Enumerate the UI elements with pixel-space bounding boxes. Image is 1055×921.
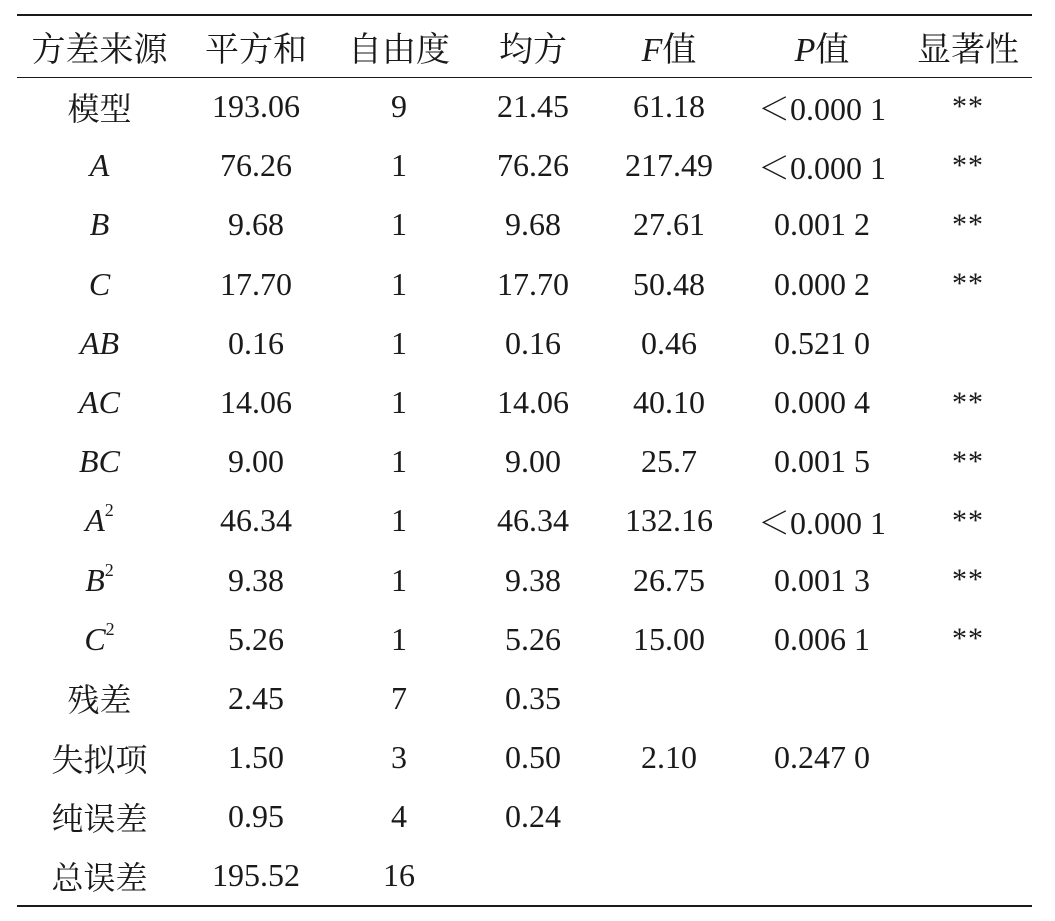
- cell-f-value: 0.46: [641, 324, 697, 361]
- header-degrees-of-freedom: 自由度: [330, 15, 468, 77]
- cell-p-value: ＜0.000 1: [757, 90, 886, 127]
- header-sum-of-squares: 平方和: [182, 15, 330, 77]
- anova-table: [17, 14, 1032, 907]
- cell-degrees-of-freedom: 1: [391, 443, 407, 480]
- table-row: [17, 77, 1032, 136]
- cell-source: [17, 551, 182, 610]
- cell-source: [17, 432, 182, 491]
- cell-sum-of-squares: 0.16: [228, 324, 284, 361]
- cell-mean-square: 5.26: [505, 620, 561, 657]
- cell-sum-of-squares: 195.52: [182, 846, 330, 905]
- cell-degrees-of-freedom: 7: [391, 679, 407, 716]
- cell-f-value: 217.49: [625, 147, 713, 184]
- cell-source: [17, 314, 182, 373]
- cell-degrees-of-freedom: 1: [391, 324, 407, 361]
- cell-sum-of-squares: 9.68: [228, 206, 284, 243]
- cell-sum-of-squares: 46.34: [220, 502, 292, 539]
- cell-degrees-of-freedom: 1: [391, 206, 407, 243]
- header-source: 方差来源: [17, 15, 182, 77]
- table-row: [17, 255, 1032, 314]
- cell-p-value: 0.001 5: [774, 443, 870, 480]
- table-row: [17, 195, 1032, 254]
- cell-significance: [904, 787, 1032, 846]
- cell-significance: [904, 669, 1032, 728]
- cell-f-value: 132.16: [625, 502, 713, 539]
- header-p-value: [740, 15, 904, 77]
- cell-degrees-of-freedom: 4: [391, 798, 407, 835]
- cell-source: [17, 77, 182, 136]
- table-row: [17, 432, 1032, 491]
- cell-mean-square: 0.35: [505, 679, 561, 716]
- cell-mean-square: 21.45: [497, 88, 569, 125]
- source-label: 模型: [67, 90, 132, 127]
- cell-degrees-of-freedom: 3: [391, 739, 407, 776]
- cell-degrees-of-freedom: 1: [391, 384, 407, 421]
- cell-p-value: ＜0.000 1: [757, 504, 886, 541]
- cell-f-value: 50.48: [633, 265, 705, 302]
- cell-sum-of-squares: 1.50: [228, 739, 284, 776]
- cell-f-value: [598, 669, 740, 728]
- source-label: C: [84, 620, 106, 657]
- header-p-letter: P: [794, 31, 816, 69]
- cell-significance: **: [952, 622, 984, 656]
- cell-sum-of-squares: 0.95: [228, 798, 284, 835]
- table-row: [17, 728, 1032, 787]
- cell-degrees-of-freedom: 16: [330, 846, 468, 905]
- source-superscript: 2: [104, 559, 114, 580]
- cell-f-value: [598, 846, 740, 905]
- cell-mean-square: 0.50: [505, 739, 561, 776]
- cell-significance: **: [952, 89, 984, 123]
- cell-significance: **: [952, 148, 984, 182]
- header-row: [17, 15, 1032, 77]
- cell-source: [17, 255, 182, 314]
- cell-degrees-of-freedom: 1: [391, 147, 407, 184]
- table-row: [17, 846, 1032, 905]
- source-label: B: [85, 561, 105, 598]
- cell-source: [17, 136, 182, 195]
- cell-p-value: [740, 846, 904, 905]
- table-row: [17, 551, 1032, 610]
- cell-mean-square: 14.06: [497, 384, 569, 421]
- cell-mean-square: 0.24: [505, 798, 561, 835]
- source-label: C: [88, 265, 111, 302]
- table-row: [17, 787, 1032, 846]
- cell-f-value: [598, 787, 740, 846]
- cell-sum-of-squares: 5.26: [228, 620, 284, 657]
- source-label: B: [89, 206, 110, 243]
- cell-significance: [904, 314, 1032, 373]
- cell-mean-square: 76.26: [497, 147, 569, 184]
- cell-p-value: [740, 787, 904, 846]
- cell-degrees-of-freedom: 1: [391, 265, 407, 302]
- cell-significance: **: [952, 563, 984, 597]
- cell-f-value: 2.10: [641, 739, 697, 776]
- cell-sum-of-squares: 76.26: [220, 147, 292, 184]
- source-label: AC: [79, 384, 120, 421]
- cell-source: [17, 728, 182, 787]
- cell-p-value: 0.521 0: [774, 324, 870, 361]
- cell-mean-square: 0.16: [505, 324, 561, 361]
- cell-mean-square: 9.00: [505, 443, 561, 480]
- cell-p-value: ＜0.000 1: [757, 149, 886, 186]
- cell-mean-square: 46.34: [497, 502, 569, 539]
- cell-sum-of-squares: 9.00: [228, 443, 284, 480]
- cell-f-value: 26.75: [633, 561, 705, 598]
- table-row: [17, 314, 1032, 373]
- cell-f-value: 40.10: [633, 384, 705, 421]
- cell-sum-of-squares: 2.45: [228, 679, 284, 716]
- source-label: A: [85, 502, 105, 539]
- cell-source: [17, 787, 182, 846]
- cell-p-value: 0.001 3: [774, 561, 870, 598]
- cell-significance: **: [952, 267, 984, 301]
- cell-source: [17, 846, 182, 905]
- cell-p-value: 0.247 0: [774, 739, 870, 776]
- cell-source: [17, 491, 182, 550]
- cell-mean-square: 17.70: [497, 265, 569, 302]
- cell-p-value: [740, 669, 904, 728]
- source-label: A: [89, 147, 110, 184]
- header-p-suffix: 值: [815, 31, 850, 69]
- cell-source: [17, 669, 182, 728]
- source-label: 纯误差: [51, 800, 148, 837]
- cell-source: [17, 195, 182, 254]
- cell-source: [17, 610, 182, 669]
- cell-p-value: 0.001 2: [774, 206, 870, 243]
- cell-degrees-of-freedom: 9: [391, 88, 407, 125]
- cell-mean-square: 9.68: [505, 206, 561, 243]
- cell-sum-of-squares: 14.06: [220, 384, 292, 421]
- header-significance: 显著性: [904, 15, 1032, 77]
- cell-p-value: 0.000 4: [774, 384, 870, 421]
- table-header: [17, 15, 1032, 77]
- cell-source: [17, 373, 182, 432]
- table-row: [17, 610, 1032, 669]
- cell-significance: **: [952, 207, 984, 241]
- cell-significance: [904, 846, 1032, 905]
- table-row: [17, 373, 1032, 432]
- cell-mean-square: [468, 846, 598, 905]
- header-mean-square: 均方: [468, 15, 598, 77]
- source-label: 残差: [67, 682, 132, 719]
- header-f-letter: F: [641, 31, 663, 69]
- cell-p-value: 0.000 2: [774, 265, 870, 302]
- header-f-value: [598, 15, 740, 77]
- cell-sum-of-squares: 17.70: [220, 265, 292, 302]
- header-f-suffix: 值: [662, 31, 697, 69]
- table-row: [17, 136, 1032, 195]
- cell-f-value: 15.00: [633, 620, 705, 657]
- table-row: [17, 669, 1032, 728]
- cell-f-value: 61.18: [633, 88, 705, 125]
- cell-p-value: 0.006 1: [774, 620, 870, 657]
- source-label: 失拟项: [51, 741, 148, 778]
- cell-sum-of-squares: 193.06: [212, 88, 300, 125]
- cell-significance: **: [952, 385, 984, 419]
- source-label: AB: [79, 324, 120, 361]
- source-superscript: 2: [105, 618, 115, 639]
- table-row: [17, 491, 1032, 550]
- cell-degrees-of-freedom: 1: [391, 561, 407, 598]
- anova-table-container: [17, 14, 1032, 907]
- source-label: 总误差: [51, 859, 148, 896]
- cell-sum-of-squares: 9.38: [228, 561, 284, 598]
- table-body: [17, 77, 1032, 906]
- cell-significance: **: [952, 503, 984, 537]
- source-label: BC: [79, 443, 120, 480]
- cell-degrees-of-freedom: 1: [391, 502, 407, 539]
- source-superscript: 2: [104, 500, 114, 521]
- cell-degrees-of-freedom: 1: [391, 620, 407, 657]
- cell-f-value: 25.7: [641, 443, 697, 480]
- cell-mean-square: 9.38: [505, 561, 561, 598]
- cell-significance: **: [952, 444, 984, 478]
- cell-significance: [904, 728, 1032, 787]
- cell-f-value: 27.61: [633, 206, 705, 243]
